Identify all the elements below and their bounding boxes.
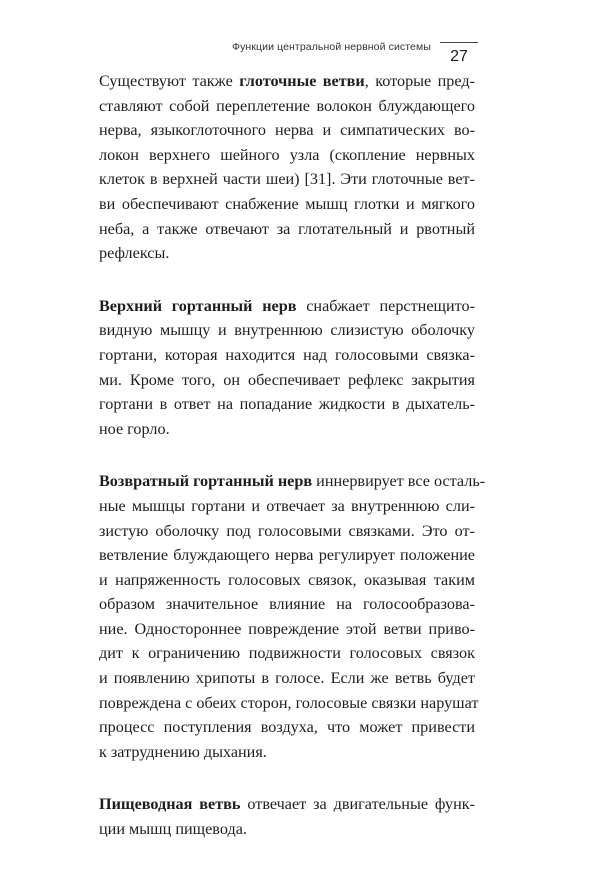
paragraph-recurrent-laryngeal-nerve	[99, 469, 486, 764]
text-line: ми. Кроме того, он обеспечивает рефлекс закрытия	[99, 370, 475, 389]
text-line: и напряженность голосовых связок, оказывая таким	[99, 570, 475, 589]
text-line: гортани в ответ на попадание жидкости в дыхатель-	[99, 395, 475, 414]
running-title: Функции центральной нервной системы	[232, 41, 431, 53]
text-line: ции мышц пищевода.	[99, 820, 247, 839]
term-bold: Возвратный гортанный нерв	[99, 472, 313, 491]
text-line: ставляют собой переплетение волокон блуждающего	[99, 96, 475, 115]
text-line: ние. Одностороннее повреждение этой ветви приво-	[99, 619, 475, 638]
text-line: зистую оболочку под голосовыми связками. Это от-	[99, 521, 475, 540]
text-line: локон верхнего шейного узла (скопление нервных	[99, 145, 475, 164]
text-line: рефлексы.	[99, 244, 170, 263]
paragraph-esophageal-branch	[99, 792, 475, 841]
text-line: нерва, языкоглоточного нерва и симпатических во-	[99, 121, 475, 140]
text-line: клеток в верхней части шеи) [31]. Эти глоточные вет-	[99, 170, 475, 189]
header-rule	[440, 42, 478, 43]
text-line: Существуют также глоточные ветви, которые пред-	[99, 72, 475, 90]
text-line: видную мышцу и внутреннюю слизистую оболочку	[99, 321, 475, 340]
paragraph-superior-laryngeal-nerve	[99, 294, 475, 442]
text-line: неба, а также отвечают за глотательный и рвотный	[99, 219, 475, 238]
text-line: ное горло.	[99, 419, 170, 438]
text-line: и появлению хрипоты в голосе. Если же ветвь будет	[99, 669, 475, 688]
term-bold: глоточные ветви	[239, 72, 365, 90]
text-line: ветвление блуждающего нерва регулирует положение	[99, 546, 475, 565]
text-line: к затруднению дыхания.	[99, 742, 267, 761]
text-line: Пищеводная ветвь отвечает за двигательные функ-	[99, 795, 476, 814]
term-bold: Пищеводная ветвь	[99, 795, 241, 814]
term-bold: Верхний гортанный нерв	[99, 296, 297, 315]
text-line: Верхний гортанный нерв снабжает перстнещито-	[99, 296, 475, 315]
text-line: Возвратный гортанный нерв иннервирует все осталь-	[99, 472, 486, 491]
text-line: дит к ограничению подвижности голосовых связок	[99, 644, 475, 663]
text-line: ные мышцы гортани и отвечает за внутреннюю сли-	[99, 496, 475, 515]
text-line: ви обеспечивают снабжение мышц глотки и мягкого	[99, 194, 475, 213]
text-line: повреждена с обеих сторон, голосовые связки нарушат	[99, 693, 479, 712]
text-line: процесс поступления воздуха, что может привести	[99, 718, 475, 737]
text-line: образом значительное влияние на голосообразова-	[99, 595, 475, 614]
page-number: 27	[450, 48, 468, 65]
paragraph-pharyngeal-branches	[99, 69, 475, 266]
text-line: гортани, которая находится над голосовыми связка-	[99, 345, 475, 364]
